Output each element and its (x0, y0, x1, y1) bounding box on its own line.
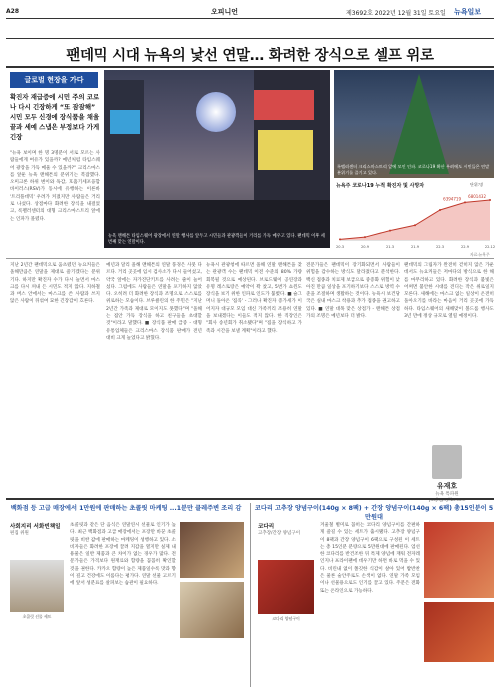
chart-source: 자료:뉴욕주 (470, 252, 490, 257)
masthead-logo: 뉴욕일보 (454, 8, 482, 16)
chart-unit: 단위:명 (470, 182, 483, 187)
author-byline (404, 445, 490, 502)
page-header (6, 6, 494, 19)
divider (250, 503, 251, 687)
article-body-intro: "뉴욕 보이며 한 명 3명분이 서로 모르는 사람들에게 여유가 있을까? 예년처럼 타임스퀘어 광장을 가득 메울 수 있을까?" 크리스마스를 앞둔 뉴욕 맨해튼의 분위기는 복잡했다. 오미크론 하위 변이와 독감, 호흡기세포융합바이러스(RSV)가 동시에 유행하는 이른바 '트리플데믹' 우려가 커졌지만 사람들은 거리로 나섰다. 상점마다 화려한 장식을 내걸었고, 록펠러센터의 대형 크리스마스트리 앞에는 인파가 몰렸다. (10, 151, 100, 222)
author-photo (10, 560, 64, 612)
author-photo (432, 445, 462, 479)
divider (6, 498, 494, 500)
article-body-col2: 예년과 달리 올해 맨해튼의 연말 풍경은 사뭇 다르다. 거리 곳곳에 임시 검사소가 다시 들어섰고, 약국 앞에는 자가진단키트를 사려는 줄이 늘어섰다. 그럼에도 사람들은 연말을 포기하지 않았다. 오히려 더 화려한 장식과 조명으로 스스로를 위로하는 모습이다. 브루클린의 한 주민은 "지난 2년간 가족과 제대로 모이지도 못했다"며 "올해는 집안 가득 장식을 하고 친구들을 초대할 것"이라고 말했다. ■ 장식품 판매 급증 - 대형 유통업체들은 크리스마스 장식품 판매가 전년 대비 크게 늘었다고 밝혔다. (106, 263, 202, 341)
article-body-col1: 지난 2년간 팬데믹으로 움츠렸던 뉴요커들은 올해만큼은 연말을 제대로 즐기겠다는 분위기다. 하지만 확진자 수가 다시 늘면서 마스크를 다시 꺼내 든 시민도 적지 않다. 지하철과 버스 안에서는 마스크를 쓴 사람과 쓰지 않은 사람이 뒤섞여 묘한 긴장감이 흐른다. (10, 263, 100, 305)
bottom-right-writer-role: 고추장/간장 양념구이 (258, 531, 301, 536)
section-title: 오피니언 (211, 8, 239, 16)
product-image (258, 560, 314, 614)
product-image (424, 522, 494, 598)
chart-title: 뉴욕주 코로나19 누적 확진자 및 사망자 (336, 183, 425, 189)
tick-label: 21.9 (410, 245, 420, 249)
christmas-tree-photo (334, 70, 494, 178)
data-point (439, 209, 441, 211)
article-body-col3: 뉴욕시 관광청에 따르면 올해 연말 맨해튼을 찾는 관광객 수는 팬데믹 이전 수준의 80% 가량 회복될 것으로 예상된다. 브로드웨이 공연장과 유명 레스토랑은 예약이 꽉 찼고, 5번가 쇼윈도 장식을 보기 위한 인파로 인도가 붐볐다. ■ 슬그머니 돌아온 '집콕' - 그러나 확진자 증가세가 이어지자 대규모 모임 대신 가족끼리 조용히 연말을 보내겠다는 이들도 적지 않다. 한 직장인은 "회사 송년회가 취소됐다"며 "집을 장식하고 가족과 시간을 보낼 계획"이라고 했다. (206, 263, 302, 334)
article-body-col5: 팬데믹의 그림자가 완전히 걷히지 않은 가운데서도 뉴요커들은 저마다의 방식으로 한 해를 마무리하고 있다. 화려한 장식과 불빛은 어쩌면 불안한 시대를 견디는 작은 위로일지 모른다. 새해에는 마스크 없는 일상이 온전히 돌아오기를 바라는 마음이 거리 곳곳에 가득하다. 타임스퀘어의 새해맞이 볼드롭 행사도 3년 만에 정상 규모로 열릴 예정이다. (404, 263, 494, 320)
bottom-left-headline: 백화점 등 고급 매장에서 1만원에 판매하는 초콜릿 마케팅 ...1분만 클레주변 조리 감 (10, 505, 242, 512)
author-name: 유재호 (436, 482, 458, 490)
tick-label: 20.9 (360, 245, 370, 249)
product-image (180, 522, 244, 578)
tick-label: 20.3 (335, 245, 345, 249)
tick-label: 21.3 (385, 245, 395, 249)
data-point (414, 224, 416, 226)
data-label: 6394719 (443, 196, 461, 202)
article-subhead: 확진자 재급증에 시민 주의 코로나 다시 긴장하게 “또 잠잠해” 시민 모두 신경에 장식품을 채울 끝과 세예 스냅은 부정보다 가게 긴장 (10, 93, 100, 141)
tick-label: 22.3 (435, 245, 445, 249)
product-image (424, 602, 494, 662)
bottom-left-body: 초콜릿과 같은 단 음식은 연말연시 선물로 인기가 높다. 최근 백화점과 고급 매장에서는 포장만 바꾼 초콜릿을 비싼 값에 판매하는 마케팅이 성행하고 있다. 소비자들은 화려한 포장에 끌려 지갑을 열지만 실제 내용물은 일반 제품과 큰 차이가 없는 경우가 많다. 전문가들은 가격보다 원재료와 함량을 꼼꼼히 확인할 것을 권한다. 카카오 함량이 높은 제품일수록 맛과 향이 깊고 건강에도 이롭다는 평가다. 연말 선물 고르기에 앞서 성분표를 살펴보는 습관이 필요하다. (70, 523, 176, 587)
data-point (339, 238, 341, 240)
issue-date: 제3692호 2022년 12월 31일 토요일 (346, 10, 446, 17)
product-image (180, 582, 244, 638)
data-point (389, 230, 391, 232)
page-number: A28 (6, 8, 19, 15)
divider (6, 258, 494, 259)
divider (6, 66, 494, 68)
data-point (464, 201, 466, 203)
covid-chart (336, 188, 494, 250)
bottom-right-body: 겨울철 별미로 꼽히는 코다리 양념구이를 간편하게 즐길 수 있는 세트가 출시됐다. 고추장 양념구이 8팩과 간장 양념구이 6팩으로 구성된 이 세트는 총 15인분 분량으로 5만원대에 판매된다. 엄선한 코다리를 반건조한 뒤 특제 양념에 재워 전자레인지나 프라이팬에 데우기만 하면 바로 먹을 수 있다. 비린내 없이 쫄깃한 식감이 살아 있어 밥반찬은 물론 술안주로도 손색이 없다. 연말 가족 모임이나 선물용으로도 인기를 끌고 있다. 주문은 전화 또는 온라인으로 가능하다. (320, 523, 420, 594)
photo-caption: 뉴욕 맨해튼 타임스퀘어 광장에서 연말 행사를 앞두고 시민들과 관광객들이 거리를 가득 메우고 있다. 팬데믹 이후 세 번째 맞는 연말이다. (108, 234, 325, 245)
divider (6, 38, 494, 39)
tick-label: 22.12 (484, 245, 496, 249)
article-body-col4: 전문가들은 팬데믹이 장기화되면서 사람들이 위험을 감수하는 방식도 달라졌다고 분석한다. 백신 접종과 치료제 보급으로 중증화 위험이 낮아진 만큼 일상을 포기하기보다 스스로 방역 수준을 조절하며 생활하는 것이다. 뉴욕시 보건당국은 실내 마스크 착용과 추가 접종을 권고하고 있다. ■ 연말 대목 맞은 상점가 - 맨해튼 상점가의 조명은 예년보다 더 밝다. (306, 263, 400, 320)
bottom-left-writer-role: 편집 위원 (10, 531, 29, 536)
main-headline: 팬데믹 시대 뉴욕의 낯선 연말… 화려한 장식으로 셀프 위로 (66, 48, 434, 64)
bottom-left-writer: 사회지리 서화빈책일 (10, 524, 61, 530)
tick-label: 22.9 (460, 245, 470, 249)
series-area (340, 200, 490, 240)
times-square-photo (104, 70, 330, 248)
data-label: 6801432 (468, 194, 486, 199)
author-role: 뉴욕 특파원 (435, 492, 459, 497)
image-caption: 코다리 양념구이 (272, 616, 300, 621)
photo-caption: 록펠러센터 크리스마스트리 앞에 모인 인파. 코로나19 확산 우려에도 시민들은 연말 분위기를 즐기고 있다. (337, 164, 490, 175)
bottom-right-writer: 코다리 (258, 524, 275, 530)
data-point (489, 199, 491, 201)
bottom-right-headline: 코다리 고추장 양념구이(140g × 8팩) + 간장 양념구이(140g × 6팩) 총15인분이 5만원대 (254, 505, 494, 521)
image-caption: 초콜릿 선물 세트 (22, 614, 52, 619)
data-point (364, 236, 366, 238)
column-label: 글로벌 현장을 가다 (10, 72, 98, 88)
